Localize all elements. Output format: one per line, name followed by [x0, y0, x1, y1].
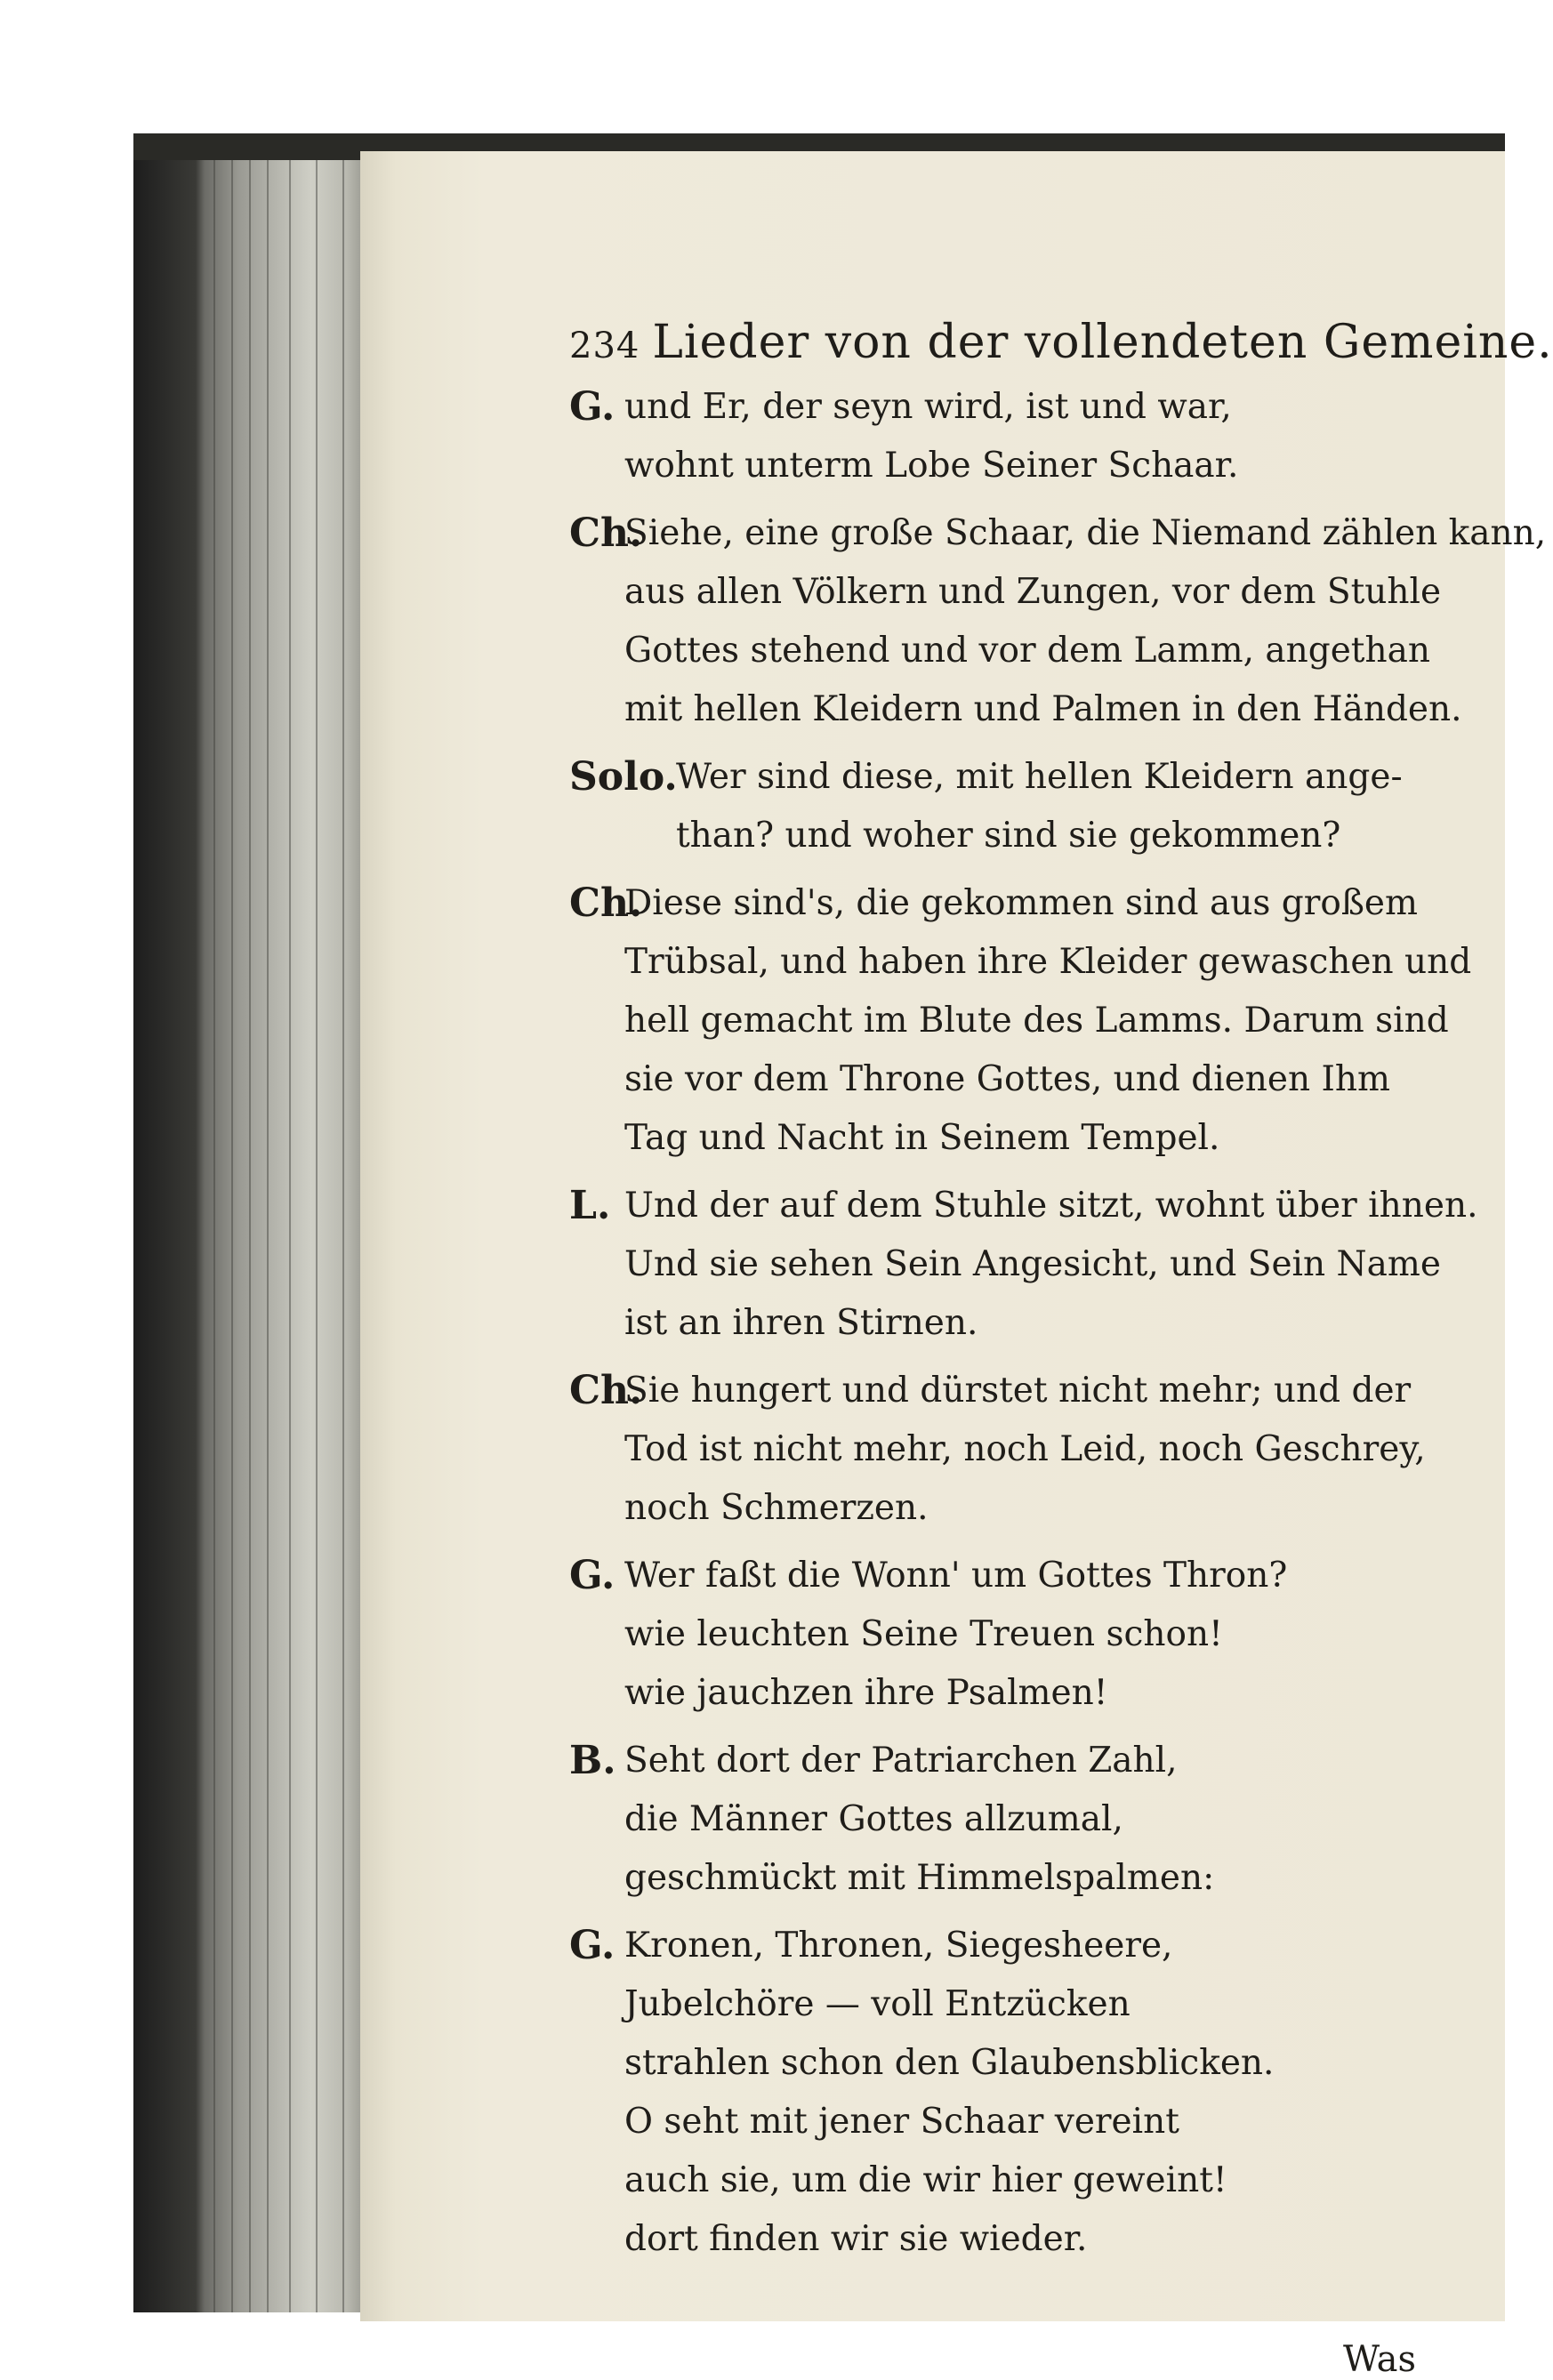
text-line: ist an ihren Stirnen. [624, 1303, 978, 1343]
text-line: aus allen Völkern und Zungen, vor dem Stuhle [624, 572, 1442, 612]
text-line: mit hellen Kleidern und Palmen in den Händen. [624, 689, 1462, 729]
text-line: Sie hungert und dürstet nicht mehr; und der [624, 1371, 1412, 1411]
text-line: wie jauchzen ihre Psalmen! [624, 1673, 1108, 1713]
text-line: hell gemacht im Blute des Lamms. Darum sind [624, 1001, 1449, 1041]
song-entries [569, 378, 1547, 2269]
book-page-edges [133, 133, 374, 2312]
text-line: Diese sind's, die gekommen sind aus großem [624, 883, 1418, 923]
running-header [569, 316, 1553, 369]
verse-entry [569, 1177, 1478, 1353]
page-text [569, 316, 1553, 2278]
text-line: O seht mit jener Schaar vereint [624, 2102, 1179, 2142]
text-line: Seht dort der Patriarchen Zahl, [624, 1741, 1178, 1781]
speaker-label: G. [569, 384, 616, 430]
speaker-label: G. [569, 1553, 616, 1598]
text-line: sie vor dem Throne Gottes, und dienen Ihm [624, 1059, 1390, 1099]
speaker-label: B. [569, 1738, 616, 1783]
text-line: und Er, der seyn wird, ist und war, [624, 387, 1232, 427]
text-line: strahlen schon den Glaubensblicken. [624, 2043, 1275, 2083]
speaker-label: Ch. [569, 1368, 643, 1413]
text-line: wie leuchten Seine Treuen schon! [624, 1614, 1223, 1654]
text-line: Und sie sehen Sein Angesicht, und Sein Name [624, 1244, 1441, 1284]
text-line: Kronen, Thronen, Siegesheere, [624, 1926, 1173, 1966]
text-line: noch Schmerzen. [624, 1488, 929, 1528]
verse-entry [569, 378, 1459, 495]
verse-entry [569, 504, 1547, 739]
verse-entry [569, 1547, 1459, 1723]
text-line: Und der auf dem Stuhle sitzt, wohnt über ihnen. [624, 1186, 1478, 1226]
text-line: Wer faßt die Wonn' um Gottes Thron? [624, 1556, 1288, 1596]
text-line: Trübsal, und haben ihre Kleider gewaschen und [624, 942, 1472, 982]
text-line: Tod ist nicht mehr, noch Leid, noch Geschrey, [624, 1429, 1426, 1469]
speaker-label: L. [569, 1183, 611, 1228]
text-line: Wer sind diese, mit hellen Kleidern ange- [676, 757, 1403, 797]
text-line: Tag und Nacht in Seinem Tempel. [624, 1118, 1220, 1158]
text-line: Gottes stehend und vor dem Lamm, angethan [624, 631, 1430, 671]
text-line: Jubelchöre — voll Entzücken [624, 1984, 1131, 2024]
speaker-label: Solo. [569, 754, 678, 800]
verse-entry [569, 1362, 1459, 1538]
verse-entry [569, 1917, 1459, 2269]
speaker-label: G. [569, 1923, 616, 1968]
page-title: Lieder von der vollendeten Gemeine. [652, 316, 1553, 369]
speaker-label: Ch. [569, 880, 643, 926]
text-line: dort finden wir sie wieder. [624, 2219, 1088, 2259]
text-line: wohnt unterm Lobe Seiner Schaar. [624, 446, 1239, 486]
page-number: 234 [569, 326, 640, 366]
text-line: Siehe, eine große Schaar, die Niemand zählen kann, [624, 513, 1547, 553]
speaker-label: Ch. [569, 511, 643, 556]
verse-entry [569, 874, 1472, 1168]
text-line: than? und woher sind sie gekommen? [676, 816, 1341, 856]
verse-entry [569, 748, 1459, 865]
catchword: Was [1343, 2339, 1417, 2380]
text-line: geschmückt mit Himmelspalmen: [624, 1858, 1215, 1898]
verse-entry [569, 1732, 1459, 1908]
text-line: die Männer Gottes allzumal, [624, 1799, 1123, 1839]
text-line: auch sie, um die wir hier geweint! [624, 2160, 1227, 2200]
